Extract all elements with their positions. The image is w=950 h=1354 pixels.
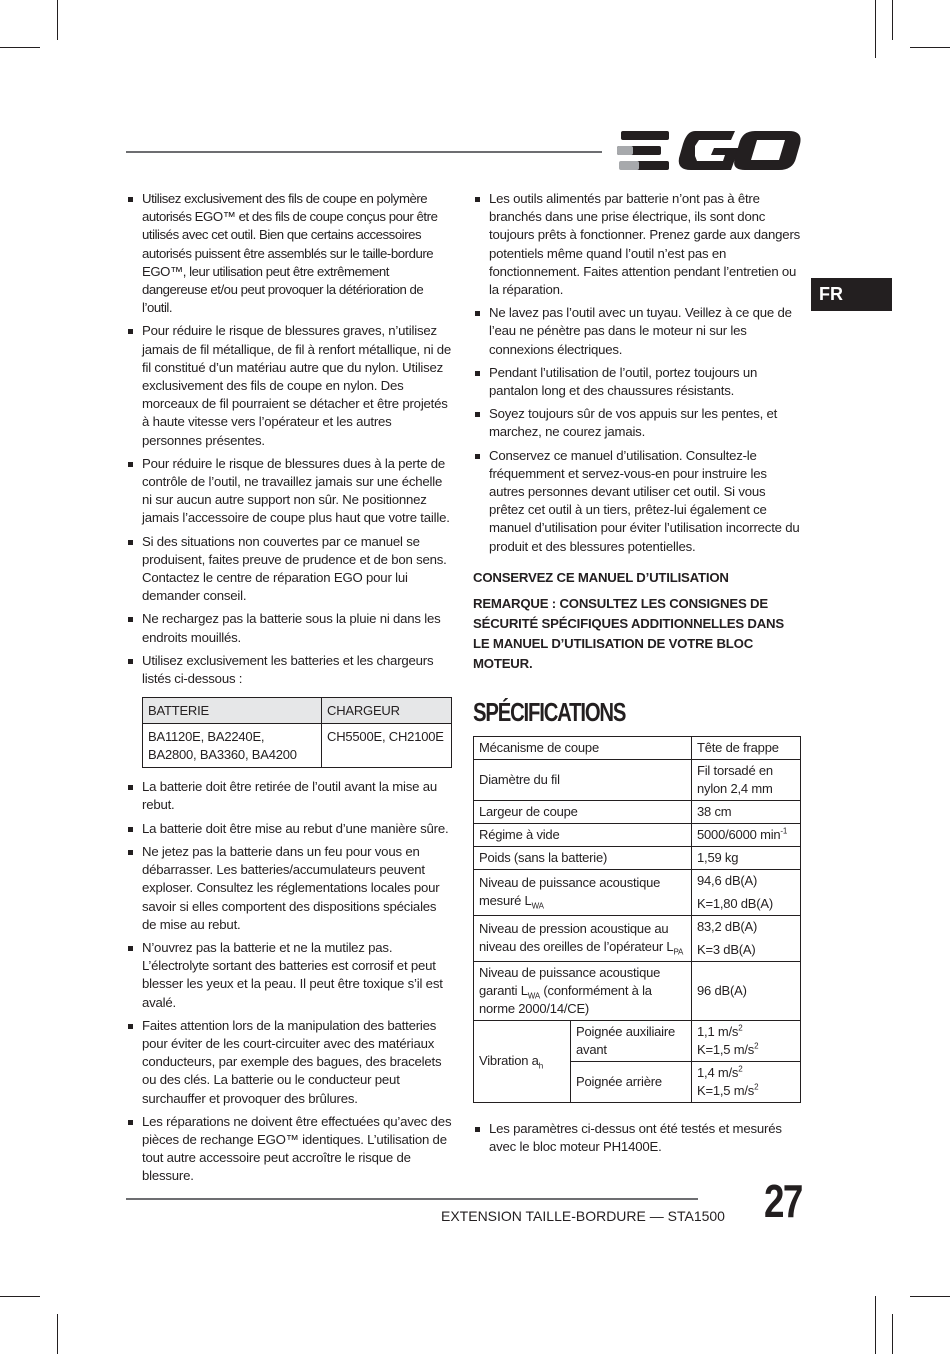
specifications-table xyxy=(473,736,801,1103)
spec-label: Diamètre du fil xyxy=(474,759,692,800)
spec-label xyxy=(474,915,692,961)
remark-heading: REMARQUE : CONSULTEZ LES CONSIGNES DE SÉCURITÉ SPÉCIFIQUES ADDITIONNELLES DANS LE MANUEL D’UTILISATION DE VOTRE BLOC MOTEUR. xyxy=(473,595,784,671)
table-header: BATTERIE xyxy=(143,698,322,724)
spec-label: Régime à vide xyxy=(474,823,692,846)
crop-mark xyxy=(0,1296,40,1297)
spec-label-text: Niveau de puissance acoustique mesuré L xyxy=(479,875,661,909)
spec-label-text: (conformément à la norme 2000/14/CE) xyxy=(479,982,652,1016)
page-number: 27 xyxy=(764,1175,802,1227)
battery-charger-table xyxy=(142,697,452,768)
subscript: h xyxy=(538,1061,543,1071)
list-item: Pour réduire le risque de blessures dues à la perte de contrôle de l’outil, ne travaillez jamais sur une échelle ni sur aucun autre support non sûr. Ne positionnez jamais l’accessoire de coupe plus haut que votre taille. xyxy=(126,455,452,528)
list-item: Utilisez exclusivement des fils de coupe en polymère autorisés EGO™ et des fils de coupe conçus pour être utilisés avec cet outil. Bien que certains accessoires autorisés puissent être assemblés sur le taille-bordure EGO™, leur utilisation peut être extrêmement dangereuse et/ou peut provoquer la détérioration de l’outil. xyxy=(126,190,452,317)
crop-mark xyxy=(57,1314,58,1354)
list-item: Ne rechargez pas la batterie sous la pluie ni dans les endroits mouillés. xyxy=(126,610,452,646)
list-item: Pour réduire le risque de blessures graves, n’utilisez jamais de fil métallique, de fil à renfort métallique, ni de fil constitué d’un matériau autre que du nylon. Utilisez exclusivement des fils de coupe en nylon. Des morceaux de fil pourraient se détacher et être projetés à haute vitesse vers l’opérateur et les autres personnes présentes. xyxy=(126,322,452,449)
list-item: Conservez ce manuel d’utilisation. Consultez-le fréquemment et servez-vous-en pour instruire les autres personnes devant utiliser cet outil. Si vous prêtez cet outil à un tiers, prêtez-lui également ce manuel d’utilisation pour éviter l’utilisation incorrecte du produit et des blessures potentielles. xyxy=(473,447,801,556)
crop-mark xyxy=(910,47,950,48)
spec-label: Poids (sans la batterie) xyxy=(474,846,692,869)
spec-label xyxy=(474,961,692,1020)
spec-value-text: 1,4 m/s xyxy=(697,1064,739,1080)
list-item: La batterie doit être mise au rebut d’une manière sûre. xyxy=(126,820,452,838)
table-cell: BA1120E, BA2240E, BA2800, BA3360, BA4200 xyxy=(143,724,322,768)
spec-value xyxy=(692,915,801,961)
superscript: 2 xyxy=(738,1023,743,1033)
list-item: Pendant l’utilisation de l’outil, portez toujours un pantalon long et des chaussures résistants. xyxy=(473,364,801,400)
crop-mark xyxy=(0,47,40,48)
superscript: 2 xyxy=(754,1082,759,1092)
spec-value: Tête de frappe xyxy=(692,736,801,759)
list-item: Ne jetez pas la batterie dans un feu pour vous en débarrasser. Les batteries/accumulateurs peuvent exploser. Consultez les réglementations locales pour savoir si elles comportent des dispositions spéciales de mise au rebut. xyxy=(126,843,452,934)
list-item: Utilisez exclusivement les batteries et les chargeurs listés ci-dessous : xyxy=(126,652,452,688)
list-item: Les outils alimentés par batterie n’ont pas à être branchés dans une prise électrique, ils sont donc toujours prêts à fonctionner. Prenez garde aux dangers potentiels même quand l’outil n’est pas en fonctionnement. Faites attention pendant l’entretien ou la réparation. xyxy=(473,190,801,299)
spec-value xyxy=(692,869,801,915)
table-header: CHARGEUR xyxy=(322,698,452,724)
right-column xyxy=(473,190,801,1161)
spec-uncertainty: K=1,5 m/s xyxy=(697,1041,755,1057)
spec-label-text: Niveau de puissance acoustique garanti L xyxy=(479,964,661,998)
crop-mark xyxy=(892,1314,893,1354)
spec-value-text: 83,2 dB(A) xyxy=(697,918,758,934)
crop-mark xyxy=(875,0,876,58)
ego-logo xyxy=(617,128,802,174)
crop-mark xyxy=(57,0,58,40)
keep-manual-heading: CONSERVEZ CE MANUEL D’UTILISATION xyxy=(473,569,729,585)
footer-rule xyxy=(126,1198,698,1200)
superscript: -1 xyxy=(780,826,788,836)
footer-title: EXTENSION TAILLE-BORDURE — STA1500 xyxy=(441,1208,725,1224)
list-item: Les réparations ne doivent être effectuées qu’avec des pièces de rechange EGO™ identiques. L’utilisation de tout autre accessoire peut accroître le risque de blessure. xyxy=(126,1113,452,1186)
spec-value xyxy=(692,1020,801,1061)
spec-value: 1,59 kg xyxy=(692,846,801,869)
list-item: Les paramètres ci-dessus ont été testés et mesurés avec le bloc moteur PH1400E. xyxy=(473,1120,801,1156)
header-rule xyxy=(126,151,602,153)
spec-label-text: Vibration a xyxy=(479,1053,539,1069)
spec-uncertainty: K=3 dB(A) xyxy=(697,941,756,957)
list-item: La batterie doit être retirée de l’outil avant la mise au rebut. xyxy=(126,778,452,814)
crop-mark xyxy=(892,0,893,40)
list-item: N’ouvrez pas la batterie et ne la mutilez pas. L’électrolyte sortant des batteries est corrosif et peut blesser les yeux et la peau. Il peut être toxique s’il est avalé. xyxy=(126,939,452,1012)
spec-uncertainty: K=1,80 dB(A) xyxy=(697,895,774,911)
spec-uncertainty: K=1,5 m/s xyxy=(697,1082,755,1098)
list-item: Si des situations non couvertes par ce manuel se produisent, faites preuve de prudence et de bon sens. Contactez le centre de réparation EGO pour lui demander conseil. xyxy=(126,533,452,606)
spec-label-text: Niveau de pression acoustique au niveau des oreilles de l’opérateur L xyxy=(479,921,674,955)
superscript: 2 xyxy=(754,1041,759,1051)
spec-label xyxy=(474,1020,571,1102)
list-item: Soyez toujours sûr de vos appuis sur les pentes, et marchez, ne courez jamais. xyxy=(473,405,801,441)
subscript: WA xyxy=(527,991,540,1001)
table-cell: CH5500E, CH2100E xyxy=(322,724,452,768)
specifications-title: SPÉCIFICATIONS xyxy=(473,696,626,727)
spec-label: Mécanisme de coupe xyxy=(474,736,692,759)
spec-label xyxy=(474,869,692,915)
language-tab: FR xyxy=(811,278,892,311)
spec-value-text: 94,6 dB(A) xyxy=(697,872,758,888)
spec-value: 96 dB(A) xyxy=(692,961,801,1020)
spec-value-text: 1,1 m/s xyxy=(697,1023,739,1039)
left-column xyxy=(126,190,452,1191)
subscript: WA xyxy=(531,901,544,911)
crop-mark xyxy=(875,1296,876,1354)
spec-value: 38 cm xyxy=(692,800,801,823)
spec-sublabel: Poignée arrière xyxy=(571,1061,692,1102)
crop-mark xyxy=(910,1296,950,1297)
list-item: Faites attention lors de la manipulation des batteries pour éviter de les court-circuiter avec des matériaux conducteurs, par exemple des bagues, des bracelets ou des clés. La batterie ou le conducteur peut surchauffer et provoquer des brûlures. xyxy=(126,1017,452,1108)
spec-sublabel: Poignée auxiliaire avant xyxy=(571,1020,692,1061)
list-item: Ne lavez pas l’outil avec un tuyau. Veillez à ce que de l’eau ne pénètre pas dans le moteur ni sur les connexions électriques. xyxy=(473,304,801,359)
spec-value xyxy=(692,823,801,846)
superscript: 2 xyxy=(738,1064,743,1074)
spec-value-text: 5000/6000 min xyxy=(697,826,781,842)
subscript: PA xyxy=(673,947,684,957)
spec-label: Largeur de coupe xyxy=(474,800,692,823)
spec-value: Fil torsadé en nylon 2,4 mm xyxy=(692,759,801,800)
spec-value xyxy=(692,1061,801,1102)
